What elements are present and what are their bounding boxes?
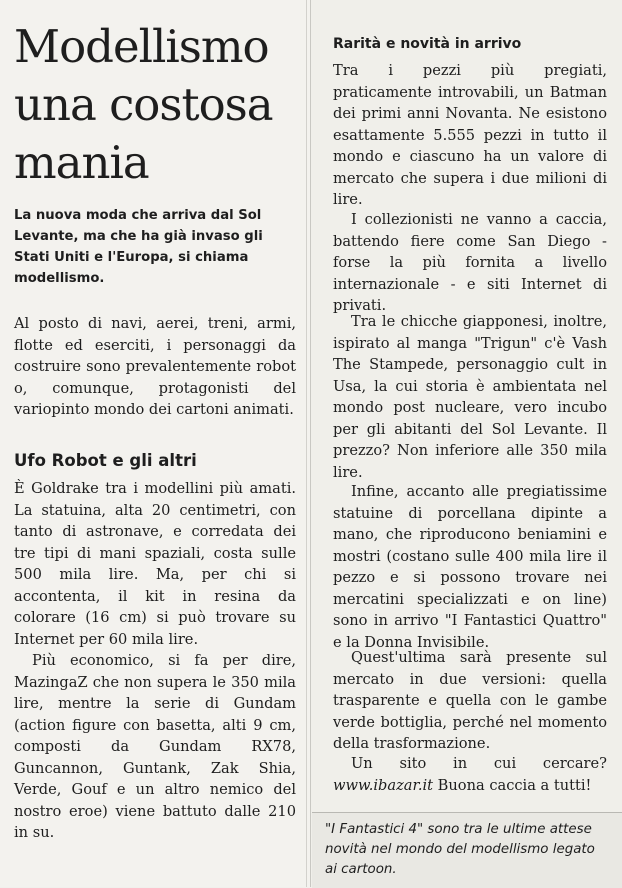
headline-line-1: Modellismo	[14, 20, 269, 73]
article-headline	[14, 18, 304, 192]
column-divider	[306, 0, 307, 887]
sidebar-paragraph-3: Tra le chicche giapponesi, inoltre, ispirato al manga "Trigun" c'è Vash The Stampede, personaggio cult in Usa, la cui storia è ambientata nel mondo post nucleare, vero incubo per gli abitanti del Sol Levante. Il prezzo? Non inferiore alle 350 mila lire.	[333, 313, 607, 481]
article-paragraph-2: È Goldrake tra i modellini più amati. La statuina, alta 20 centimetri, con tanto di astronave, e corredata dei tre tipi di mani spaziali, costa sulle 500 mila lire. Ma, per chi si accontenta, il kit in resina da colorare (16 cm) si può trovare su Internet per 60 mila lire.	[14, 480, 296, 648]
sidebar-paragraph-6	[333, 753, 607, 796]
website-link: www.ibazar.it	[333, 776, 434, 794]
photo-caption: "I Fantastici 4" sono tra le ultime attese novità nel mondo del modellismo legato ai cartoon.	[325, 822, 595, 877]
article-paragraph-3: Più economico, si fa per dire, MazingaZ che non supera le 350 mila lire, mentre la serie di Gundam (action figure con basetta, alti 9 cm, composti da Gundam RX78, Guncannon, Guntank, Zak Shia, Verde, Gouf e un altro nemico del nostro eroe) viene battuto dalle 210 in su.	[14, 652, 296, 841]
article-subhead: Ufo Robot e gli altri	[14, 451, 197, 470]
sidebar-paragraph-2: I collezionisti ne vanno a caccia, battendo fiere come San Diego - forse la più fornita a livello internazionale - e siti Internet di privati.	[333, 211, 607, 314]
headline-line-3: mania	[14, 136, 149, 189]
sidebar-paragraph-6-text: Un sito in cui cercare?	[351, 755, 607, 772]
article-paragraph-1: Al posto di navi, aerei, treni, armi, flotte ed eserciti, i personaggi da costruire sono prevalentemente robot o, comunque, protagonisti del variopinto mondo dei cartoni animati.	[14, 315, 296, 418]
sidebar-paragraph-6-end: Buona caccia a tutti!	[433, 776, 592, 794]
article-deck: La nuova moda che arriva dal Sol Levante, ma che ha già invaso gli Stati Uniti e l'Europa, si chiama modellismo.	[14, 208, 263, 286]
sidebar-paragraph-5: Quest'ultima sarà presente sul mercato in due versioni: quella trasparente e quella con le gambe verde bottiglia, perché nel momento della trasformazione.	[333, 649, 607, 752]
headline-line-2: una costosa	[14, 78, 273, 131]
sidebar-title: Rarità e novità in arrivo	[333, 36, 522, 52]
sidebar-paragraph-1: Tra i pezzi più pregiati, praticamente introvabili, un Batman dei primi anni Novanta. Ne esistono esattamente 5.555 pezzi in tutto il mondo e ciascuno ha un valore di mercato che supera i due milioni di lire.	[333, 62, 607, 208]
sidebar-paragraph-4: Infine, accanto alle pregiatissime statuine di porcellana dipinte a mano, che riproducono beniamini e mostri (costano sulle 400 mila lire il pezzo e si possono trovare nei mercatini specializzati e on line) sono in arrivo "I Fantastici Quattro" e la Donna Invisibile.	[333, 483, 607, 651]
